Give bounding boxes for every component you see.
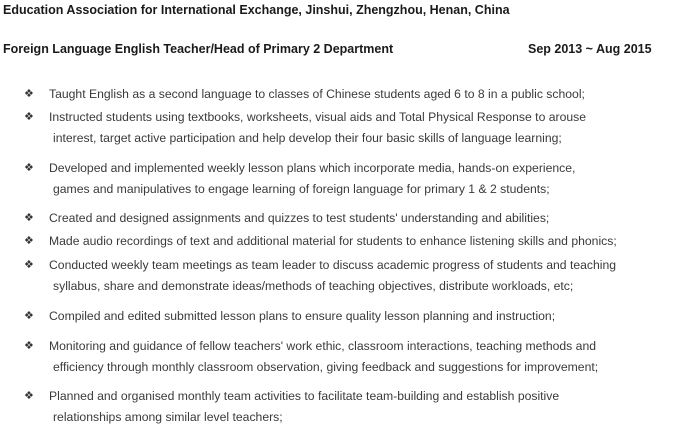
- list-item: [24, 386, 676, 428]
- diamond-bullet-icon: ❖: [24, 162, 34, 174]
- list-item-text: Created and designed assignments and quizzes to test students' understanding and abilities;: [49, 211, 550, 225]
- diamond-bullet-icon: ❖: [24, 259, 34, 271]
- list-item-text: Made audio recordings of text and additional material for students to enhance listening skills and phonics;: [49, 234, 617, 248]
- list-item-text-continued: games and manipulatives to engage learning of foreign language for primary 1 & 2 students;: [53, 182, 550, 196]
- list-item: [24, 107, 676, 149]
- list-item-text: Conducted weekly team meetings as team leader to discuss academic progress of students and teaching: [49, 258, 617, 272]
- list-item: [24, 231, 676, 252]
- list-item-text: Taught English as a second language to classes of Chinese students aged 6 to 8 in a public school;: [49, 87, 585, 101]
- role-dates: Sep 2013 ~ Aug 2015: [528, 42, 652, 56]
- organization-heading: Education Association for International Exchange, Jinshui, Zhengzhou, Henan, China: [3, 3, 510, 17]
- list-item-text-continued: efficiency through monthly classroom observation, giving feedback and suggestions for improvement;: [53, 360, 599, 374]
- list-item: [24, 306, 676, 327]
- role-title: Foreign Language English Teacher/Head of Primary 2 Department: [3, 42, 394, 56]
- list-item: [24, 158, 676, 200]
- list-item-text-continued: relationships among similar level teachers;: [53, 410, 283, 424]
- list-item: [24, 208, 676, 229]
- list-item: [24, 84, 676, 105]
- list-item-text: Instructed students using textbooks, worksheets, visual aids and Total Physical Response to arouse: [49, 110, 586, 124]
- diamond-bullet-icon: ❖: [24, 340, 34, 352]
- diamond-bullet-icon: ❖: [24, 111, 34, 123]
- list-item-text: Planned and organised monthly team activities to facilitate team-building and establish positive: [49, 389, 560, 403]
- diamond-bullet-icon: ❖: [24, 235, 34, 247]
- diamond-bullet-icon: ❖: [24, 212, 34, 224]
- diamond-bullet-icon: ❖: [24, 390, 34, 402]
- list-item-text-continued: interest, target active participation and help develop their four basic skills of language learning;: [53, 131, 562, 145]
- list-item: [24, 336, 676, 378]
- list-item-text: Compiled and edited submitted lesson plans to ensure quality lesson planning and instruction;: [49, 309, 556, 323]
- list-item-text: Developed and implemented weekly lesson plans which incorporate media, hands-on experience,: [49, 161, 576, 175]
- role-row: [3, 42, 663, 56]
- list-item: [24, 255, 676, 297]
- list-item-text: Monitoring and guidance of fellow teachers' work ethic, classroom interactions, teaching methods and: [49, 339, 596, 353]
- list-item-text-continued: syllabus, share and demonstrate ideas/methods of teaching objectives, distribute workloads, etc;: [53, 279, 574, 293]
- diamond-bullet-icon: ❖: [24, 88, 34, 100]
- diamond-bullet-icon: ❖: [24, 310, 34, 322]
